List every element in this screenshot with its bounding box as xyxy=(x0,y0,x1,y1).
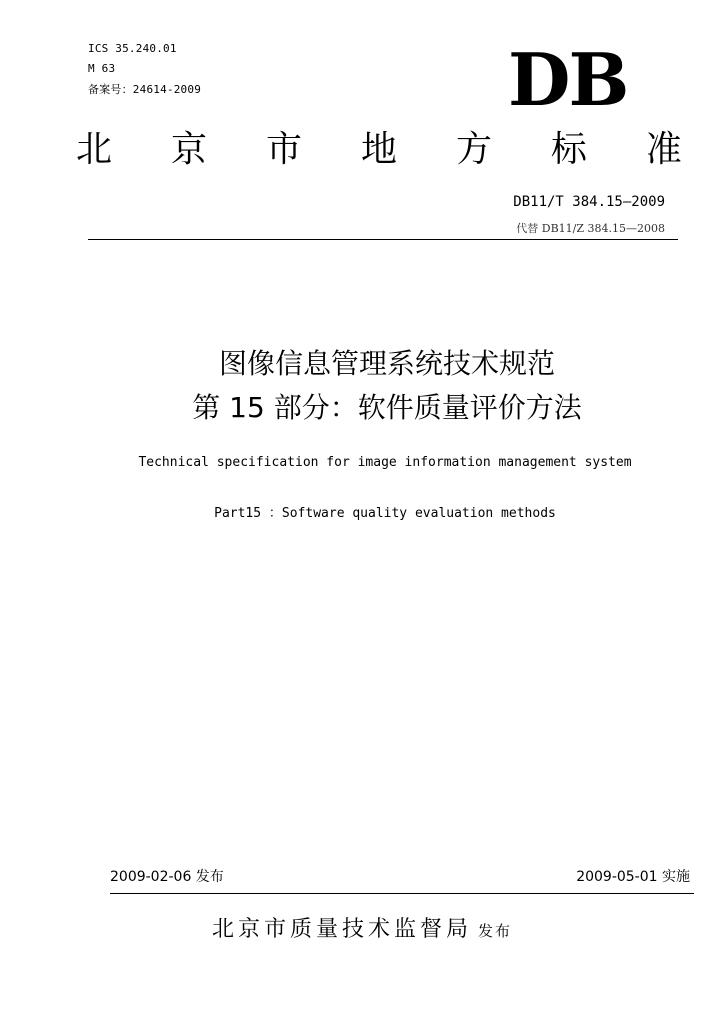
standard-type-char: 地 xyxy=(360,129,397,170)
cn-title-line2: 第 15 部分：软件质量评价方法 xyxy=(192,391,582,424)
cn-title-line1: 图像信息管理系统技术规范 xyxy=(218,347,555,380)
standard-type-char: 标 xyxy=(550,129,587,170)
standard-type-char: 京 xyxy=(170,129,207,170)
standard-type-char: 北 xyxy=(76,129,113,170)
ics-code: ICS 35.240.01 xyxy=(88,42,177,55)
issuer-suffix: 发布 xyxy=(478,922,513,940)
standard-type-heading xyxy=(76,128,682,172)
category-code: M 63 xyxy=(88,62,116,75)
standard-type-char: 方 xyxy=(455,129,492,170)
issue-date: 2009-02-06 发布 xyxy=(110,869,224,885)
en-title-line1: Technical specification for image information management system xyxy=(138,455,632,470)
db-logo: DB xyxy=(508,37,628,122)
standard-type-char: 准 xyxy=(645,129,682,170)
header-divider xyxy=(88,239,678,240)
filing-number: 备案号：24614-2009 xyxy=(88,83,202,96)
standard-number: DB11/T 384.15—2009 xyxy=(513,194,665,210)
effective-date: 2009-05-01 实施 xyxy=(576,869,690,885)
footer-divider xyxy=(110,893,694,894)
issuer xyxy=(0,912,724,943)
standard-type-char: 市 xyxy=(265,129,302,170)
issuer-name: 北京市质量技术监督局 xyxy=(211,917,472,942)
replaces-standard: 代替 DB11/Z 384.15—2008 xyxy=(516,222,665,235)
en-title-line2: Part15 ：Software quality evaluation methods xyxy=(214,506,556,521)
